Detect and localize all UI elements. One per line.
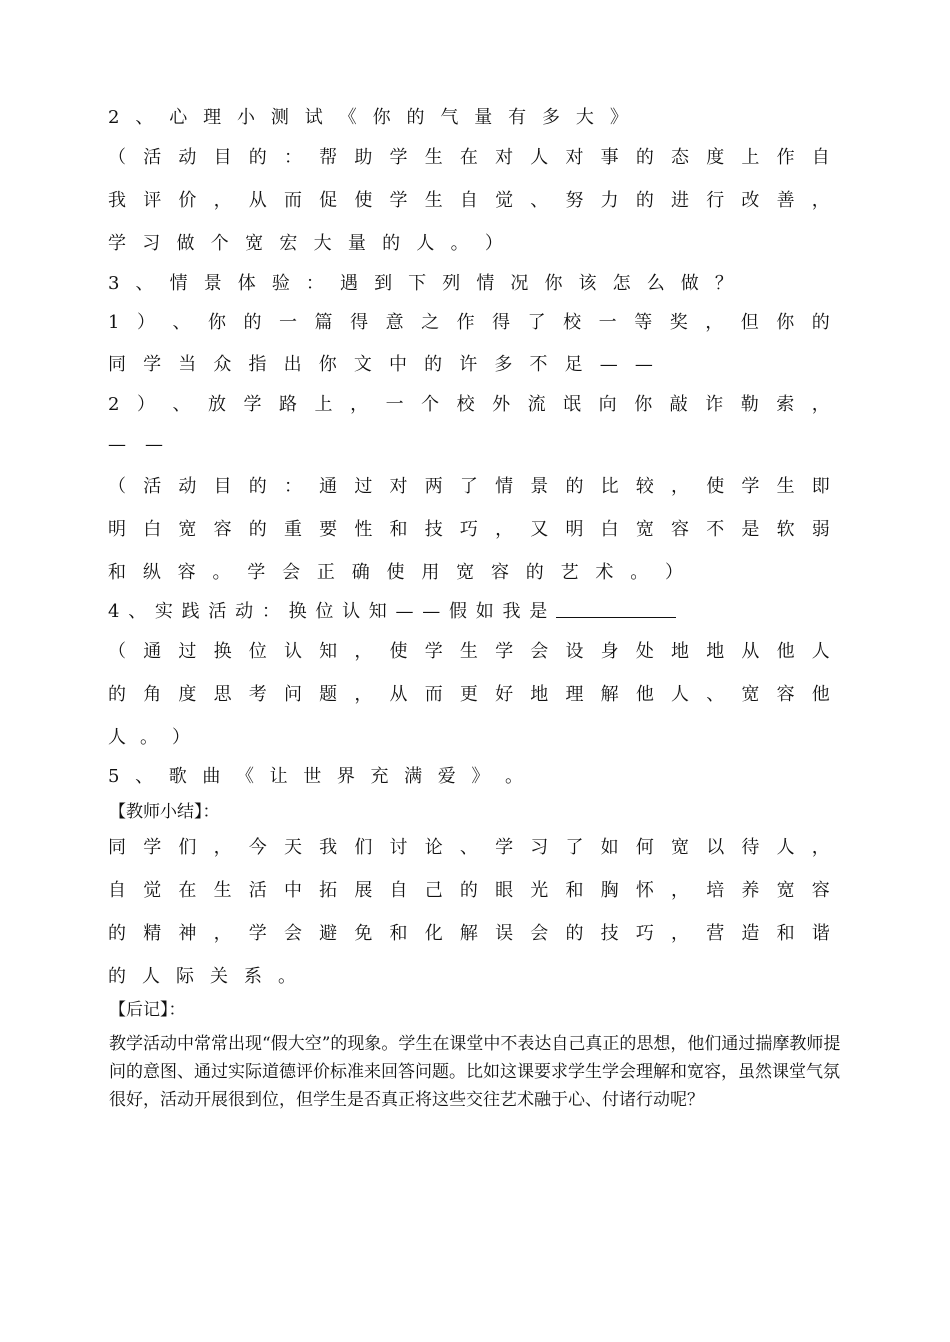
text-line: （ 活 动 目 的 ： 通 过 对 两 了 情 景 的 比 较 ， 使 学 生 即 [108,476,830,497]
text-line: 的 角 度 思 考 问 题 ， 从 而 更 好 地 理 解 他 人 、 宽 容 他 [108,684,830,705]
text-line: 学 习 做 个 宽 宏 大 量 的 人 。 ） [108,233,503,254]
section-heading: 【后记】： [109,1000,186,1020]
text-line: 3 、 情 景 体 验 ： 遇 到 下 列 情 况 你 该 怎 么 做 ？ [108,273,733,294]
text-line: 4 、 实 践 活 动 ： 换 位 认 知 — — 假 如 我 是 [108,603,676,621]
text-line: 人 。 ） [108,727,190,748]
text-line: — — [108,434,163,455]
text-line: 明 白 宽 容 的 重 要 性 和 技 巧 ， 又 明 白 宽 容 不 是 软 弱 [108,519,830,540]
text-line: 的 精 神 ， 学 会 避 免 和 化 解 误 会 的 技 巧 ， 营 造 和 谐 [108,923,830,944]
afterword-paragraph: 教学活动中常常出现“假大空”的现象。学生在课堂中不表达自己真正的思想，他们通过揣摩教师提问的意图、通过实际道德评价标准来回答问题。比如这课要求学生学会理解和宽容，虽然课堂气氛很好，活动开展很到位，但学生是否真正将这些交往艺术融于心、付诸行动呢？ [109,1034,841,1110]
answer-blank [556,603,676,618]
section-heading: 【教师小结】： [109,802,220,822]
text-line: 同 学 当 众 指 出 你 文 中 的 许 多 不 足 — — [108,354,653,375]
text-line: 自 觉 在 生 活 中 拓 展 自 己 的 眼 光 和 胸 怀 ， 培 养 宽 容 [108,880,830,901]
text-line: 5 、 歌 曲 《 让 世 界 充 满 爱 》 。 [108,766,523,787]
text-line: 2 、 心 理 小 测 试 《 你 的 气 量 有 多 大 》 [108,107,628,128]
text-line: 1 ） 、 你 的 一 篇 得 意 之 作 得 了 校 一 等 奖 ， 但 你 的 [108,312,830,333]
text-line: 和 纵 容 。 学 会 正 确 使 用 宽 容 的 艺 术 。 ） [108,562,683,583]
text-line: 我 评 价 ， 从 而 促 使 学 生 自 觉 、 努 力 的 进 行 改 善 ， [108,190,830,211]
text-line: 同 学 们 ， 今 天 我 们 讨 论 、 学 习 了 如 何 宽 以 待 人 ， [108,837,830,858]
text-line: （ 活 动 目 的 ： 帮 助 学 生 在 对 人 对 事 的 态 度 上 作 自 [108,147,830,168]
text-line: （ 通 过 换 位 认 知 ， 使 学 生 学 会 设 身 处 地 地 从 他 人 [108,641,830,662]
text-line: 的 人 际 关 系 。 [108,966,296,987]
text-line: 2 ） 、 放 学 路 上 ， 一 个 校 外 流 氓 向 你 敲 诈 勒 索 ， [108,394,830,415]
